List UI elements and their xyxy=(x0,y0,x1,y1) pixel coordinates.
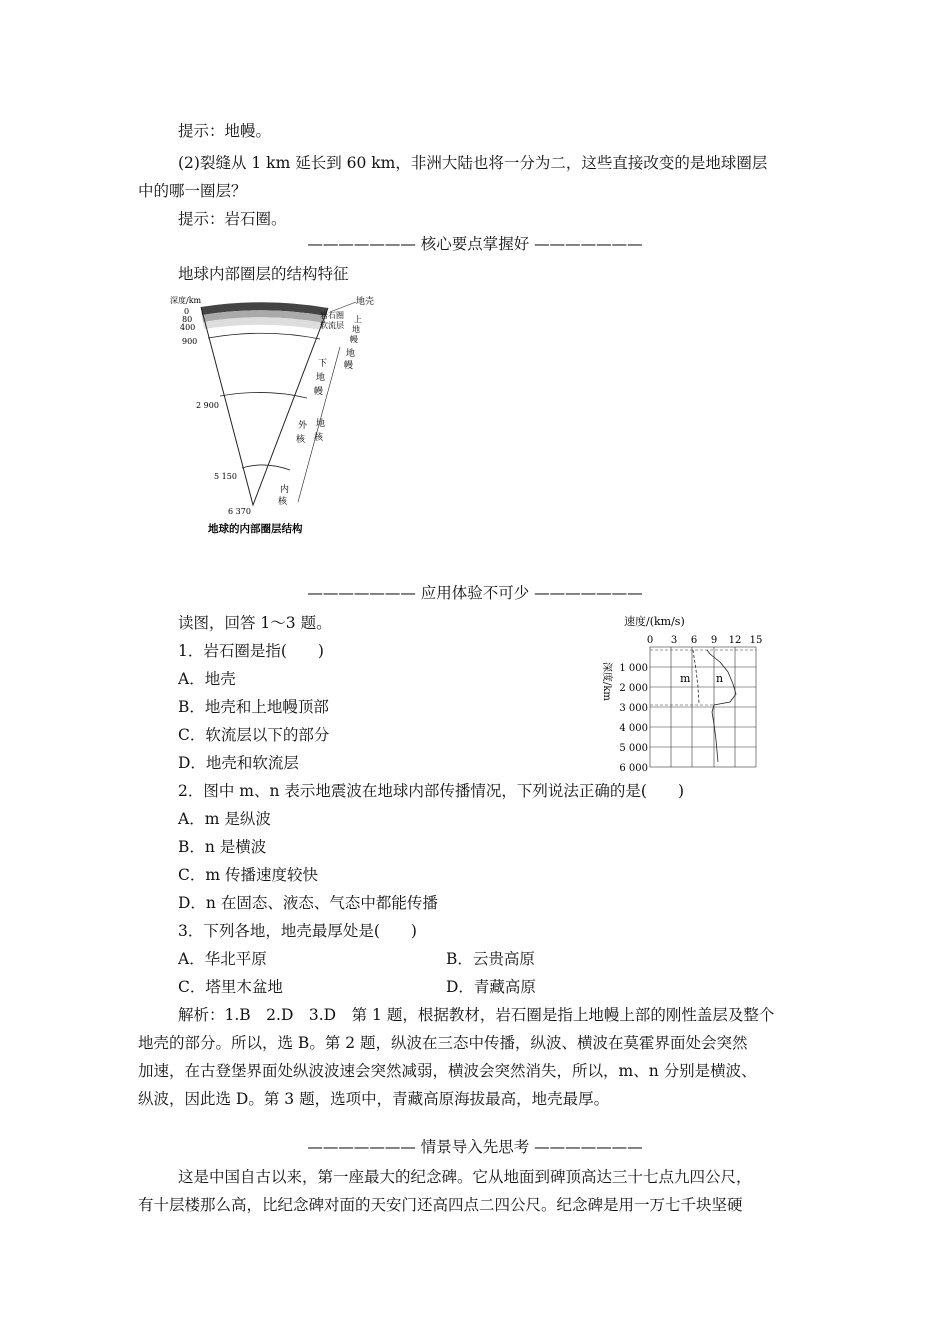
depth-900: 900 xyxy=(182,337,198,346)
depth-axis-label: 深度/km xyxy=(170,296,202,305)
label-lower-3: 幔 xyxy=(314,387,324,397)
answer-line-3: 加速，在古登堡界面处纵波波速会突然减弱，横波会突然消失，所以，m、n 分别是横波、 xyxy=(138,1062,757,1080)
velocity-axis-title: 速度/(km/s) xyxy=(624,615,685,628)
scene-line-1: 这是中国自古以来，第一座最大的纪念碑。它从地面到碑顶高达三十七点九四公尺， xyxy=(178,1168,752,1186)
y-tick-1000: 1 000 xyxy=(619,663,648,674)
answer-line-4: 纵波，因此选 D。第 3 题，选项中，青藏高原海拔最高，地壳最厚。 xyxy=(138,1090,610,1108)
reading-intro: 读图，回答 1～3 题。 xyxy=(178,614,332,632)
y-tick-6000: 6 000 xyxy=(619,763,648,772)
boundary-5150 xyxy=(242,465,290,470)
y-tick-2000: 2 000 xyxy=(619,683,648,694)
q1-option-a: A．地壳 xyxy=(178,670,236,688)
label-core-1: 地 xyxy=(316,419,326,429)
depth-5150: 5 150 xyxy=(214,472,237,481)
section-heading-scene: ——————— 情景导入先思考 ——————— xyxy=(307,1138,643,1156)
x-tick-labels xyxy=(647,635,763,646)
earth-structure-figure xyxy=(170,292,380,542)
scene-line-2: 有十层楼那么高，比纪念碑对面的天安门还高四点二四公尺。纪念碑是用一万七千块坚硬 xyxy=(138,1196,743,1214)
y-tick-3000: 3 000 xyxy=(619,703,648,714)
depth-400: 400 xyxy=(180,323,196,332)
section-heading-core: ——————— 核心要点掌握好 ——————— xyxy=(307,235,643,253)
question-2-line-2: 中的哪一圈层？ xyxy=(138,182,247,200)
q3-option-a: A．华北平原 xyxy=(178,950,267,968)
label-upper-1: 上 xyxy=(354,315,362,324)
x-tick-9: 9 xyxy=(710,635,718,646)
label-upper-3: 幔 xyxy=(350,335,358,344)
q1-stem: 1．岩石圈是指( ) xyxy=(178,642,324,660)
x-tick-15: 15 xyxy=(749,635,763,646)
x-tick-0: 0 xyxy=(646,635,654,646)
depth-0: 0 xyxy=(184,307,190,316)
label-upper-2: 地 xyxy=(352,325,360,334)
q1-option-c: C．软流层以下的部分 xyxy=(178,726,330,744)
label-crust: 地壳 xyxy=(356,297,375,307)
chart-grid xyxy=(650,647,756,767)
label-outer-1: 外 xyxy=(298,421,308,431)
wave-m-curve xyxy=(693,650,699,704)
hint-line-1: 提示：地幔。 xyxy=(178,122,272,140)
label-core-2: 核 xyxy=(314,433,324,443)
label-inner-2: 核 xyxy=(278,497,288,507)
q3-option-c: C．塔里木盆地 xyxy=(178,978,283,996)
label-asthenosphere: 软流层 xyxy=(320,321,344,330)
label-m: m xyxy=(680,672,691,685)
label-lithosphere: 岩石圈 xyxy=(320,311,344,320)
core-subtitle: 地球内部圈层的结构特征 xyxy=(178,265,349,283)
x-tick-6: 6 xyxy=(690,635,698,646)
boundary-900 xyxy=(208,333,320,339)
hint-line-2: 提示：岩石圈。 xyxy=(178,210,287,228)
q1-option-b: B．地壳和上地幔顶部 xyxy=(178,698,329,716)
figure1-caption: 地球的内部圈层结构 xyxy=(208,523,303,535)
answer-line-2: 地壳的部分。所以，选 B。第 2 题，纵波在三态中传播，纵波、横波在莫霍界面处会突然 xyxy=(138,1034,748,1052)
q2-option-b: B．n 是横波 xyxy=(178,838,267,856)
q2-stem: 2．图中 m、n 表示地震波在地球内部传播情况，下列说法正确的是( ) xyxy=(178,782,684,800)
label-inner-1: 内 xyxy=(280,485,290,495)
q1-option-d: D．地壳和软流层 xyxy=(178,754,299,772)
label-outer-2: 核 xyxy=(296,435,306,445)
label-lower-2: 地 xyxy=(316,373,326,383)
q2-option-d: D．n 在固态、液态、气态中都能传播 xyxy=(178,894,438,912)
q2-option-a: A．m 是纵波 xyxy=(178,810,271,828)
y-tick-5000: 5 000 xyxy=(619,743,648,754)
q3-stem: 3．下列各地，地壳最厚处是( ) xyxy=(178,922,417,940)
y-tick-4000: 4 000 xyxy=(619,723,648,734)
label-n: n xyxy=(716,672,724,685)
label-mantle-1: 地 xyxy=(346,349,356,359)
q3-option-b: B．云贵高原 xyxy=(446,950,535,968)
x-tick-3: 3 xyxy=(670,635,678,646)
depth-6370: 6 370 xyxy=(228,507,251,516)
depth-80: 80 xyxy=(182,315,193,324)
q2-option-c: C．m 传播速度较快 xyxy=(178,866,318,884)
y-tick-labels xyxy=(619,663,648,772)
label-mantle-2: 幔 xyxy=(344,361,354,371)
answer-line-1: 解析：1.B 2.D 3.D 第 1 题，根据教材，岩石圈是指上地幔上部的刚性盖层及整个 xyxy=(178,1006,775,1024)
section-heading-practice: ——————— 应用体验不可少 ——————— xyxy=(307,584,643,602)
depth-axis-title: 深度/km xyxy=(601,662,612,701)
depth-2900: 2 900 xyxy=(196,401,219,410)
seismic-velocity-figure xyxy=(590,612,780,772)
x-tick-12: 12 xyxy=(728,635,742,646)
question-2-line-1: (2)裂缝从 1 km 延长到 60 km，非洲大陆也将一分为二，这些直接改变的是地球圈层 xyxy=(178,154,768,172)
label-lower-1: 下 xyxy=(318,359,328,369)
q3-option-d: D．青藏高原 xyxy=(446,978,536,996)
